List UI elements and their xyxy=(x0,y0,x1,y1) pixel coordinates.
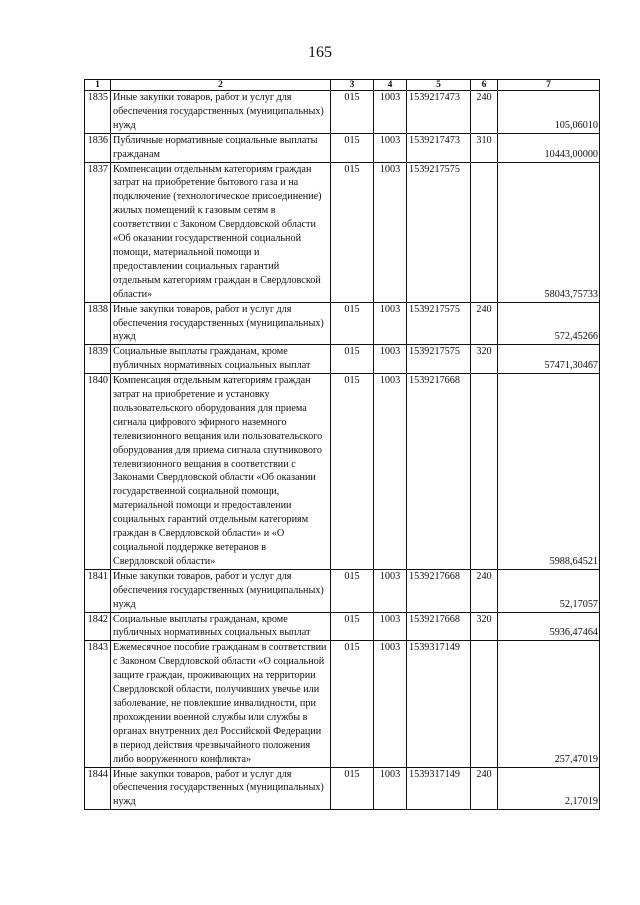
ministry-code: 015 xyxy=(331,302,374,345)
column-header: 7 xyxy=(498,80,600,91)
table-row xyxy=(85,302,600,345)
ministry-code: 015 xyxy=(331,374,374,570)
amount: 58043,75733 xyxy=(498,162,600,302)
row-number: 1842 xyxy=(85,612,111,641)
target-article-code: 1539217473 xyxy=(407,91,471,134)
amount: 10443,00000 xyxy=(498,133,600,162)
row-description: Публичные нормативные социальные выплаты гражданам xyxy=(111,133,331,162)
row-description: Иные закупки товаров, работ и услуг для обеспечения государственных (муниципальных) нужд xyxy=(111,767,331,810)
section-code: 1003 xyxy=(374,767,407,810)
expense-type-code: 240 xyxy=(471,569,498,612)
row-number: 1843 xyxy=(85,641,111,767)
target-article-code: 1539217668 xyxy=(407,569,471,612)
table-row xyxy=(85,162,600,302)
header-row xyxy=(85,80,600,91)
row-number: 1835 xyxy=(85,91,111,134)
amount: 572,45266 xyxy=(498,302,600,345)
table-row xyxy=(85,767,600,810)
ministry-code: 015 xyxy=(331,345,374,374)
expense-type-code: 240 xyxy=(471,767,498,810)
amount: 57471,30467 xyxy=(498,345,600,374)
amount: 52,17057 xyxy=(498,569,600,612)
section-code: 1003 xyxy=(374,133,407,162)
table-row xyxy=(85,133,600,162)
column-header: 3 xyxy=(331,80,374,91)
target-article-code: 1539217575 xyxy=(407,345,471,374)
target-article-code: 1539217668 xyxy=(407,612,471,641)
section-code: 1003 xyxy=(374,302,407,345)
row-description: Иные закупки товаров, работ и услуг для обеспечения государственных (муниципальных) нужд xyxy=(111,91,331,134)
column-header: 4 xyxy=(374,80,407,91)
expense-type-code: 320 xyxy=(471,612,498,641)
section-code: 1003 xyxy=(374,162,407,302)
ministry-code: 015 xyxy=(331,612,374,641)
table-row xyxy=(85,345,600,374)
budget-table xyxy=(84,79,600,810)
expense-type-code: 240 xyxy=(471,302,498,345)
expense-type-code xyxy=(471,374,498,570)
row-description: Иные закупки товаров, работ и услуг для обеспечения государственных (муниципальных) нужд xyxy=(111,569,331,612)
expense-type-code xyxy=(471,641,498,767)
ministry-code: 015 xyxy=(331,162,374,302)
amount: 257,47019 xyxy=(498,641,600,767)
target-article-code: 1539217473 xyxy=(407,133,471,162)
target-article-code: 1539217575 xyxy=(407,162,471,302)
row-number: 1838 xyxy=(85,302,111,345)
row-number: 1836 xyxy=(85,133,111,162)
row-description: Иные закупки товаров, работ и услуг для обеспечения государственных (муниципальных) нужд xyxy=(111,302,331,345)
expense-type-code xyxy=(471,162,498,302)
row-description: Социальные выплаты гражданам, кроме публичных нормативных социальных выплат xyxy=(111,612,331,641)
table-row xyxy=(85,91,600,134)
row-description: Ежемесячное пособие гражданам в соответствии с Законом Свердловской области «О социальной защите граждан, проживающих на территории Свердловской области, получивших увечье или заболевание, не повлекшие инвалидности, при прохождении военной службы или службы в органах внутренних дел Российской Федерации в период действия чрезвычайного положения либо вооруженного конфликта» xyxy=(111,641,331,767)
section-code: 1003 xyxy=(374,569,407,612)
column-header: 2 xyxy=(111,80,331,91)
table-row xyxy=(85,612,600,641)
row-number: 1837 xyxy=(85,162,111,302)
expense-type-code: 310 xyxy=(471,133,498,162)
target-article-code: 1539317149 xyxy=(407,641,471,767)
amount: 5988,64521 xyxy=(498,374,600,570)
page-number: 165 xyxy=(308,44,332,61)
expense-type-code: 240 xyxy=(471,91,498,134)
section-code: 1003 xyxy=(374,345,407,374)
ministry-code: 015 xyxy=(331,569,374,612)
expense-type-code: 320 xyxy=(471,345,498,374)
ministry-code: 015 xyxy=(331,767,374,810)
row-number: 1839 xyxy=(85,345,111,374)
section-code: 1003 xyxy=(374,91,407,134)
row-description: Социальные выплаты гражданам, кроме публичных нормативных социальных выплат xyxy=(111,345,331,374)
row-number: 1841 xyxy=(85,569,111,612)
table-row xyxy=(85,569,600,612)
ministry-code: 015 xyxy=(331,641,374,767)
row-number: 1840 xyxy=(85,374,111,570)
ministry-code: 015 xyxy=(331,91,374,134)
target-article-code: 1539317149 xyxy=(407,767,471,810)
section-code: 1003 xyxy=(374,374,407,570)
section-code: 1003 xyxy=(374,641,407,767)
column-header: 5 xyxy=(407,80,471,91)
table-row xyxy=(85,374,600,570)
amount: 2,17019 xyxy=(498,767,600,810)
target-article-code: 1539217575 xyxy=(407,302,471,345)
ministry-code: 015 xyxy=(331,133,374,162)
row-description: Компенсации отдельным категориям граждан затрат на приобретение бытового газа и на подключение (технологическое присоединение) жилых помещений к газовым сетям в соответствии с Законом Свердловской области «Об оказании государственной социальной помощи, материальной помощи и предоставлении социальных гарантий отдельным категориям граждан в Свердловской области» xyxy=(111,162,331,302)
column-header: 1 xyxy=(85,80,111,91)
row-description: Компенсация отдельным категориям граждан затрат на приобретение и установку пользовательского оборудования для приема сигнала цифрового эфирного наземного телевизионного вещания или пользовательского оборудования для приема сигнала спутникового телевизионного вещания в соответствии с Законами Свердловской области «Об оказании государственной социальной помощи, материальной помощи и предоставлении социальных гарантий отдельным категориям граждан в Свердловской области» и «О социальной поддержке ветеранов в Свердловской области» xyxy=(111,374,331,570)
column-header: 6 xyxy=(471,80,498,91)
target-article-code: 1539217668 xyxy=(407,374,471,570)
section-code: 1003 xyxy=(374,612,407,641)
table-row xyxy=(85,641,600,767)
amount: 5936,47464 xyxy=(498,612,600,641)
amount: 105,06010 xyxy=(498,91,600,134)
row-number: 1844 xyxy=(85,767,111,810)
